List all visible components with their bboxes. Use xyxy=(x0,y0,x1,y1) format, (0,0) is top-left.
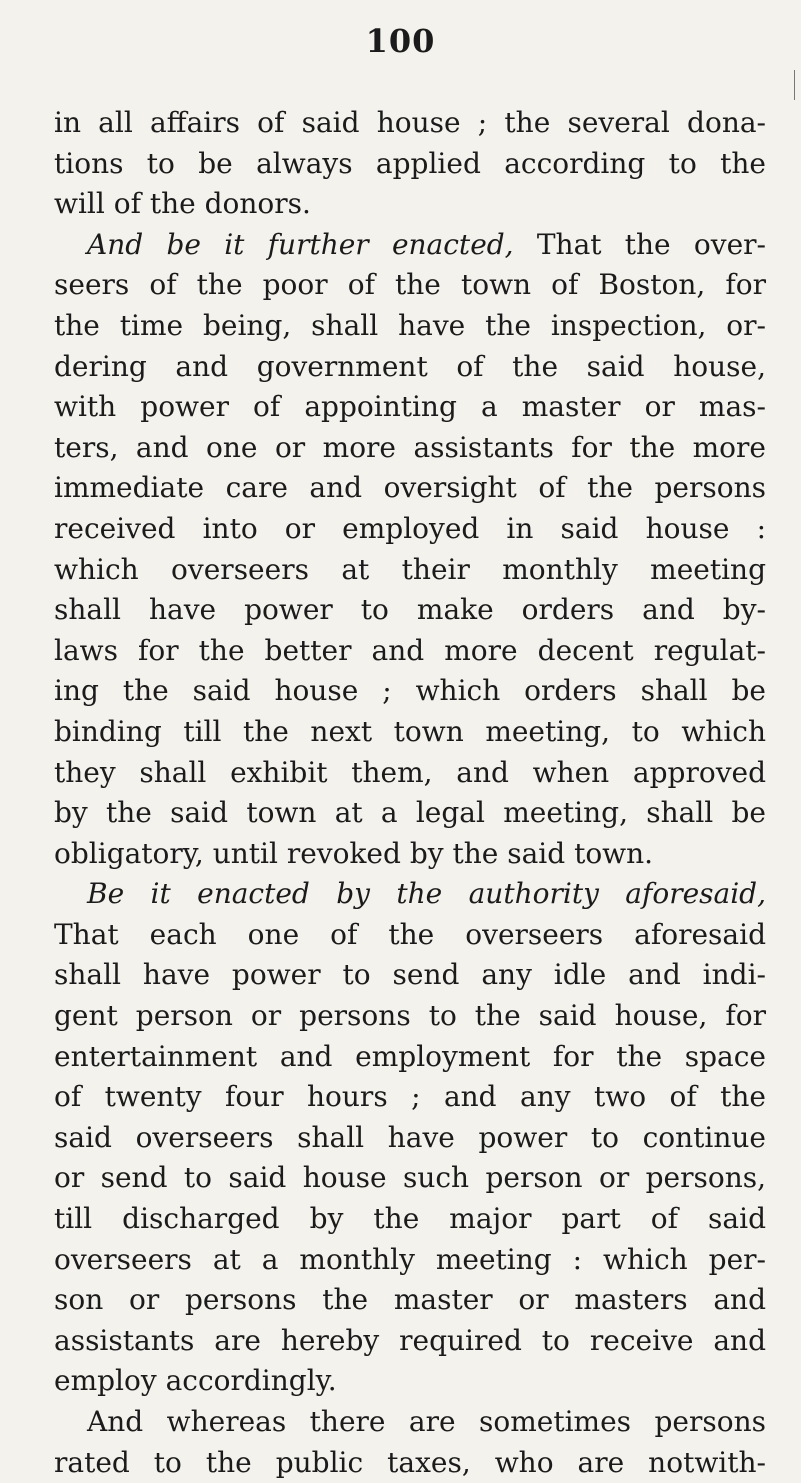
text-run: immediate care and oversight of the persons xyxy=(54,471,766,505)
text-line xyxy=(54,874,766,915)
text-run: dering and government of the said house, xyxy=(54,349,766,383)
text-line xyxy=(54,265,766,306)
text-run: son or persons the master or masters and xyxy=(54,1283,766,1317)
text-run: the time being, shall have the inspection, or- xyxy=(54,308,766,342)
text-line xyxy=(54,834,766,875)
text-run: That the over- xyxy=(513,227,766,261)
text-run: of twenty four hours ; and any two of the xyxy=(54,1080,766,1114)
text-line xyxy=(54,753,766,794)
text-line xyxy=(54,1037,766,1078)
text-line xyxy=(54,793,766,834)
text-run: tions to be always applied according to the xyxy=(54,146,766,180)
text-run: binding till the next town meeting, to which xyxy=(54,714,766,748)
text-line xyxy=(54,468,766,509)
text-line xyxy=(54,996,766,1037)
text-run: will of the donors. xyxy=(54,187,311,221)
text-line xyxy=(54,347,766,388)
text-run: And whereas there are sometimes persons xyxy=(87,1405,766,1438)
text-run: shall have power to make orders and by- xyxy=(54,593,766,627)
text-line xyxy=(54,428,766,469)
text-line xyxy=(54,1321,766,1362)
text-run: seers of the poor of the town of Boston, for xyxy=(54,268,766,302)
text-run: received into or employed in said house : xyxy=(54,511,766,545)
text-line xyxy=(54,955,766,996)
text-run: they shall exhibit them, and when approved xyxy=(54,755,766,789)
text-line xyxy=(54,712,766,753)
text-run: gent person or persons to the said house, for xyxy=(54,999,766,1033)
text-line xyxy=(54,144,766,185)
italic-phrase: Be it enacted by the authority aforesaid, xyxy=(87,877,766,911)
text-line xyxy=(54,631,766,672)
text-run: obligatory, until revoked by the said town. xyxy=(54,836,654,870)
text-run: rated to the public taxes, who are notwith- xyxy=(54,1445,766,1479)
text-line xyxy=(54,225,766,266)
text-line xyxy=(54,1077,766,1118)
text-line xyxy=(54,671,766,712)
text-run: employ accordingly. xyxy=(54,1364,337,1398)
text-line xyxy=(54,1361,766,1402)
text-line xyxy=(54,1158,766,1199)
text-run: by the said town at a legal meeting, shall be xyxy=(54,796,766,830)
text-run: in all affairs of said house ; the several dona- xyxy=(54,106,766,139)
text-line xyxy=(54,1443,766,1483)
italic-phrase: And be it further enacted, xyxy=(87,227,514,261)
text-run: ters, and one or more assistants for the more xyxy=(54,430,766,464)
text-line xyxy=(54,915,766,956)
text-line xyxy=(54,590,766,631)
text-line xyxy=(54,1402,766,1443)
text-run: entertainment and employment for the space xyxy=(54,1039,766,1073)
text-run: laws for the better and more decent regulat- xyxy=(54,633,766,667)
text-line xyxy=(54,1240,766,1281)
page-number: 100 xyxy=(365,22,436,60)
text-run: said overseers shall have power to continue xyxy=(54,1120,766,1154)
text-line xyxy=(54,1280,766,1321)
text-run: shall have power to send any idle and indi- xyxy=(54,958,766,992)
text-run: which overseers at their monthly meeting xyxy=(54,552,766,586)
text-line xyxy=(54,306,766,347)
text-line xyxy=(54,550,766,591)
text-line xyxy=(54,509,766,550)
text-line xyxy=(54,387,766,428)
text-run: assistants are hereby required to receive and xyxy=(54,1323,766,1357)
text-run: with power of appointing a master or mas- xyxy=(54,390,766,424)
text-line xyxy=(54,184,766,225)
text-run: ing the said house ; which orders shall be xyxy=(54,674,766,708)
text-run: or send to said house such person or persons, xyxy=(54,1161,766,1195)
text-line xyxy=(54,1118,766,1159)
text-line xyxy=(54,1199,766,1240)
text-run: till discharged by the major part of said xyxy=(54,1202,766,1236)
text-run: That each one of the overseers aforesaid xyxy=(54,917,766,951)
text-run: overseers at a monthly meeting : which per- xyxy=(54,1242,766,1276)
text-line xyxy=(54,103,766,144)
body-text xyxy=(54,103,766,1483)
gutter-mark xyxy=(794,70,795,100)
